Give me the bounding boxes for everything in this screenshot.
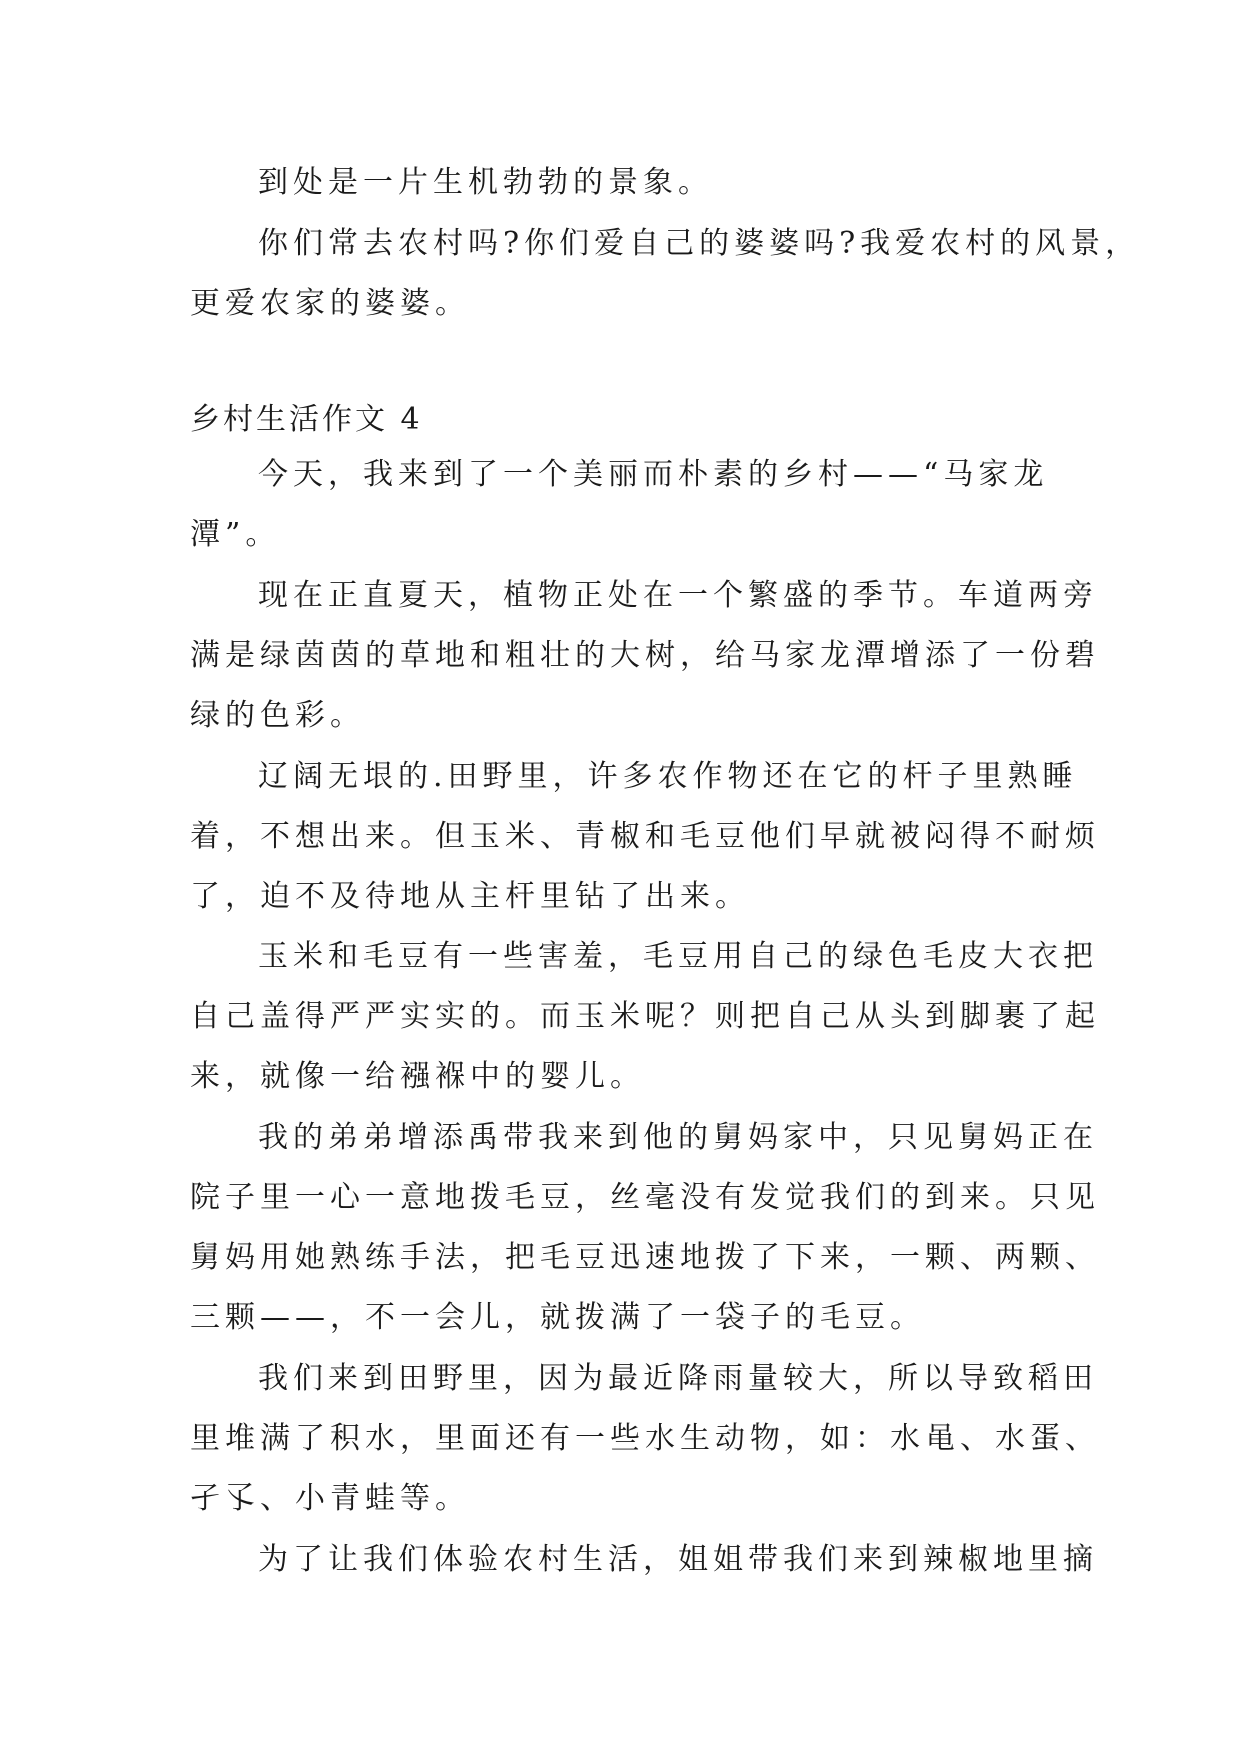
text-line: 舅妈用她熟练手法，把毛豆迅速地拨了下来，一颗、两颗、: [190, 1240, 1100, 1275]
text-line: 绿的色彩。: [190, 698, 365, 733]
text-line: 你们常去农村吗?你们爱自己的婆婆吗?我爱农村的风景，: [258, 226, 1141, 261]
text-line: 三颗——，不一会儿，就拨满了一袋子的毛豆。: [190, 1300, 925, 1335]
text-line: 着，不想出来。但玉米、青椒和毛豆他们早就被闷得不耐烦: [190, 819, 1100, 854]
text-line: 我的弟弟增添禹带我来到他的舅妈家中，只见舅妈正在: [258, 1120, 1098, 1155]
text-line: 现在正直夏天，植物正处在一个繁盛的季节。车道两旁: [258, 578, 1098, 613]
text-line: 到处是一片生机勃勃的景象。: [258, 165, 713, 200]
text-line: 玉米和毛豆有一些害羞，毛豆用自己的绿色毛皮大衣把: [258, 939, 1098, 974]
text-line: 潭”。: [190, 517, 281, 552]
text-line: 孑孓、小青蛙等。: [190, 1481, 470, 1516]
text-line: 为了让我们体验农村生活，姐姐带我们来到辣椒地里摘: [258, 1542, 1098, 1577]
text-line: 更爱农家的婆婆。: [190, 286, 470, 321]
text-line: 里堆满了积水，里面还有一些水生动物，如：水黾、水蛋、: [190, 1421, 1100, 1456]
text-line: 了，迫不及待地从主杆里钻了出来。: [190, 879, 750, 914]
text-line: 院子里一心一意地拨毛豆，丝毫没有发觉我们的到来。只见: [190, 1180, 1100, 1215]
section-heading: 乡村生活作文 4: [190, 402, 423, 437]
text-line: 来，就像一给襁褓中的婴儿。: [190, 1059, 645, 1094]
text-line: 辽阔无垠的.田野里，许多农作物还在它的杆子里熟睡: [258, 759, 1078, 794]
text-line: 自己盖得严严实实的。而玉米呢？则把自己从头到脚裹了起: [190, 999, 1100, 1034]
text-line: 我们来到田野里，因为最近降雨量较大，所以导致稻田: [258, 1361, 1098, 1396]
text-line: 满是绿茵茵的草地和粗壮的大树，给马家龙潭增添了一份碧: [190, 638, 1100, 673]
text-line: 今天，我来到了一个美丽而朴素的乡村——“马家龙: [258, 457, 1049, 492]
